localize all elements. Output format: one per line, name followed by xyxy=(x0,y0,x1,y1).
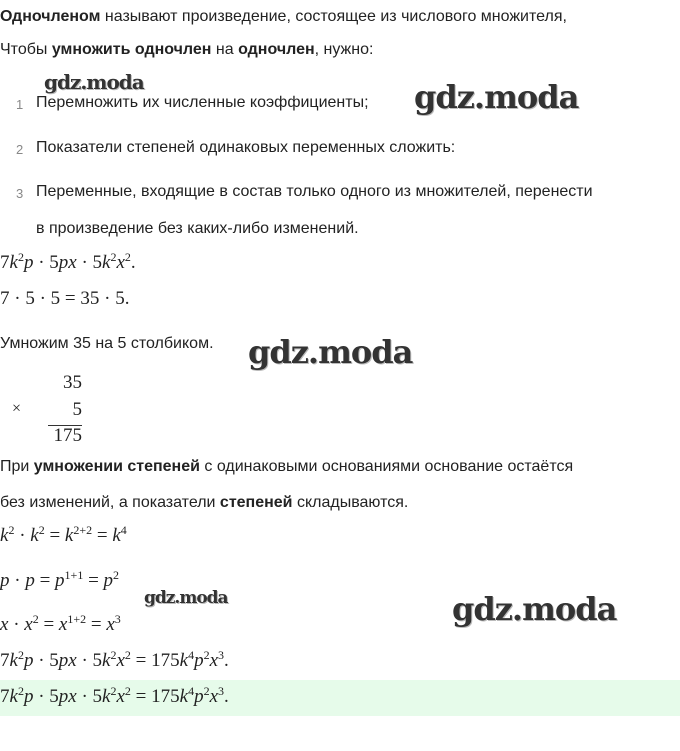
definition-line: Одночленом называют произведение, состоящее из числового множителя, xyxy=(0,8,567,25)
watermark: gdz.moda xyxy=(144,588,228,608)
final-answer: $7k^2p \cdot 5px \cdot 5k^2x^2 = 175k^4p^2x^3$. xyxy=(0,684,229,707)
rule-line-2: без изменений, а показатели степеней складываются. xyxy=(0,494,409,511)
expression: $7k^2p \cdot 5px \cdot 5k^2x^2$. xyxy=(0,250,136,273)
column-bottom: 5 xyxy=(72,399,82,420)
multiply-sign: × xyxy=(12,400,22,417)
column-top: 35 xyxy=(63,372,82,393)
instruction-line: Чтобы умножить одночлен на одночлен, нужно: xyxy=(0,41,374,58)
step-number: 2 xyxy=(16,142,24,157)
step-text: Показатели степеней одинаковых переменных сложить: xyxy=(36,139,456,156)
power-p: $p \cdot p = p^{1+1} = p^2$ xyxy=(0,568,120,591)
column-result: 175 xyxy=(53,425,82,446)
watermark: gdz.moda xyxy=(452,590,617,628)
column-intro: Умножим 35 на 5 столбиком. xyxy=(0,335,214,352)
rule-line: При умножении степеней с одинаковыми основаниями основание остаётся xyxy=(0,458,574,475)
watermark: gdz.moda xyxy=(44,70,144,94)
step-text: Переменные, входящие в состав только одного из множителей, перенести xyxy=(36,183,593,200)
full-product: $7k^2p \cdot 5px \cdot 5k^2x^2 = 175k^4p^2x^3$. xyxy=(0,648,229,671)
step-text-continued: в произведение без каких-либо изменений. xyxy=(36,220,359,237)
power-k: $k^2 \cdot k^2 = k^{2+2} = k^4$ xyxy=(0,523,127,546)
power-x: $x \cdot x^2 = x^{1+2} = x^3$ xyxy=(0,612,121,635)
step-text: Перемножить их численные коэффициенты; xyxy=(36,94,369,111)
watermark: gdz.moda xyxy=(414,78,579,116)
watermark: gdz.moda xyxy=(248,333,413,371)
step-number: 1 xyxy=(16,97,24,112)
step-number: 3 xyxy=(16,186,24,201)
coefficient-product: 7 · 5 · 5 = 35 · 5. xyxy=(0,288,130,309)
